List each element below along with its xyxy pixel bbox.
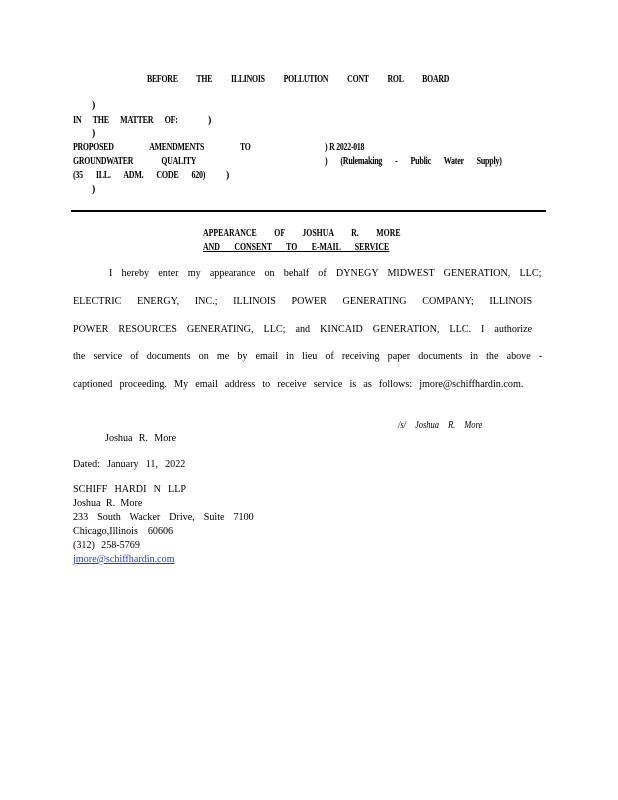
consent-heading: AND CONSENT TO E-MAIL SERVICE xyxy=(203,242,390,253)
appearance-heading: APPEARANCE OF JOSHUA R. MORE xyxy=(203,228,401,239)
proposed-amendments-label: PROPOSED AMENDMENTS TO xyxy=(73,142,251,153)
address-line-2: Chicago,Illinois 60606 xyxy=(73,525,174,537)
code-citation: (35 ILL. ADM. CODE 620) xyxy=(73,170,206,181)
date-line: Dated: January 11, 2022 xyxy=(73,458,186,470)
caption-paren: ) xyxy=(92,184,96,195)
rulemaking-description: ) (Rulemaking - Public Water Supply) xyxy=(325,156,502,167)
attorney-name: Joshua R. More xyxy=(73,497,143,509)
phone-number: (312) 258-5769 xyxy=(73,539,140,551)
body-line-3: POWER RESOURCES GENERATING, LLC; and KINCAID GENERATION, LLC. I authorize xyxy=(73,323,533,335)
caption-paren: ) xyxy=(92,100,96,111)
caption-paren: ) xyxy=(92,128,96,139)
in-the-matter-label: IN THE MATTER OF: xyxy=(73,115,178,126)
caption-divider xyxy=(71,210,546,212)
caption-paren: ) xyxy=(226,170,230,181)
body-line-4: the service of documents on me by email in lieu of receiving paper documents in the above - xyxy=(73,350,543,362)
firm-name: SCHIFF HARDI N LLP xyxy=(73,483,187,495)
signer-name: Joshua R. More xyxy=(105,432,177,444)
email-link[interactable]: jmore@schiffhardin.com xyxy=(73,553,175,565)
body-line-2: ELECTRIC ENERGY, INC.; ILLINOIS POWER GENERATING COMPANY; ILLINOIS xyxy=(73,295,533,307)
address-line-1: 233 South Wacker Drive, Suite 7100 xyxy=(73,511,254,523)
groundwater-quality-label: GROUNDWATER QUALITY xyxy=(73,156,197,167)
rulemaking-number: ) R 2022-018 xyxy=(325,142,365,153)
electronic-signature: /s/ Joshua R. More xyxy=(398,420,483,431)
board-title: BEFORE THE ILLINOIS POLLUTION CONT ROL BOARD xyxy=(147,74,450,85)
caption-paren: ) xyxy=(208,115,212,126)
body-line-5: captioned proceeding. My email address to receive service is as follows: jmore@schiffhardin.com. xyxy=(73,378,524,390)
body-line-1: I hereby enter my appearance on behalf of DYNEGY MIDWEST GENERATION, LLC; xyxy=(109,267,542,279)
